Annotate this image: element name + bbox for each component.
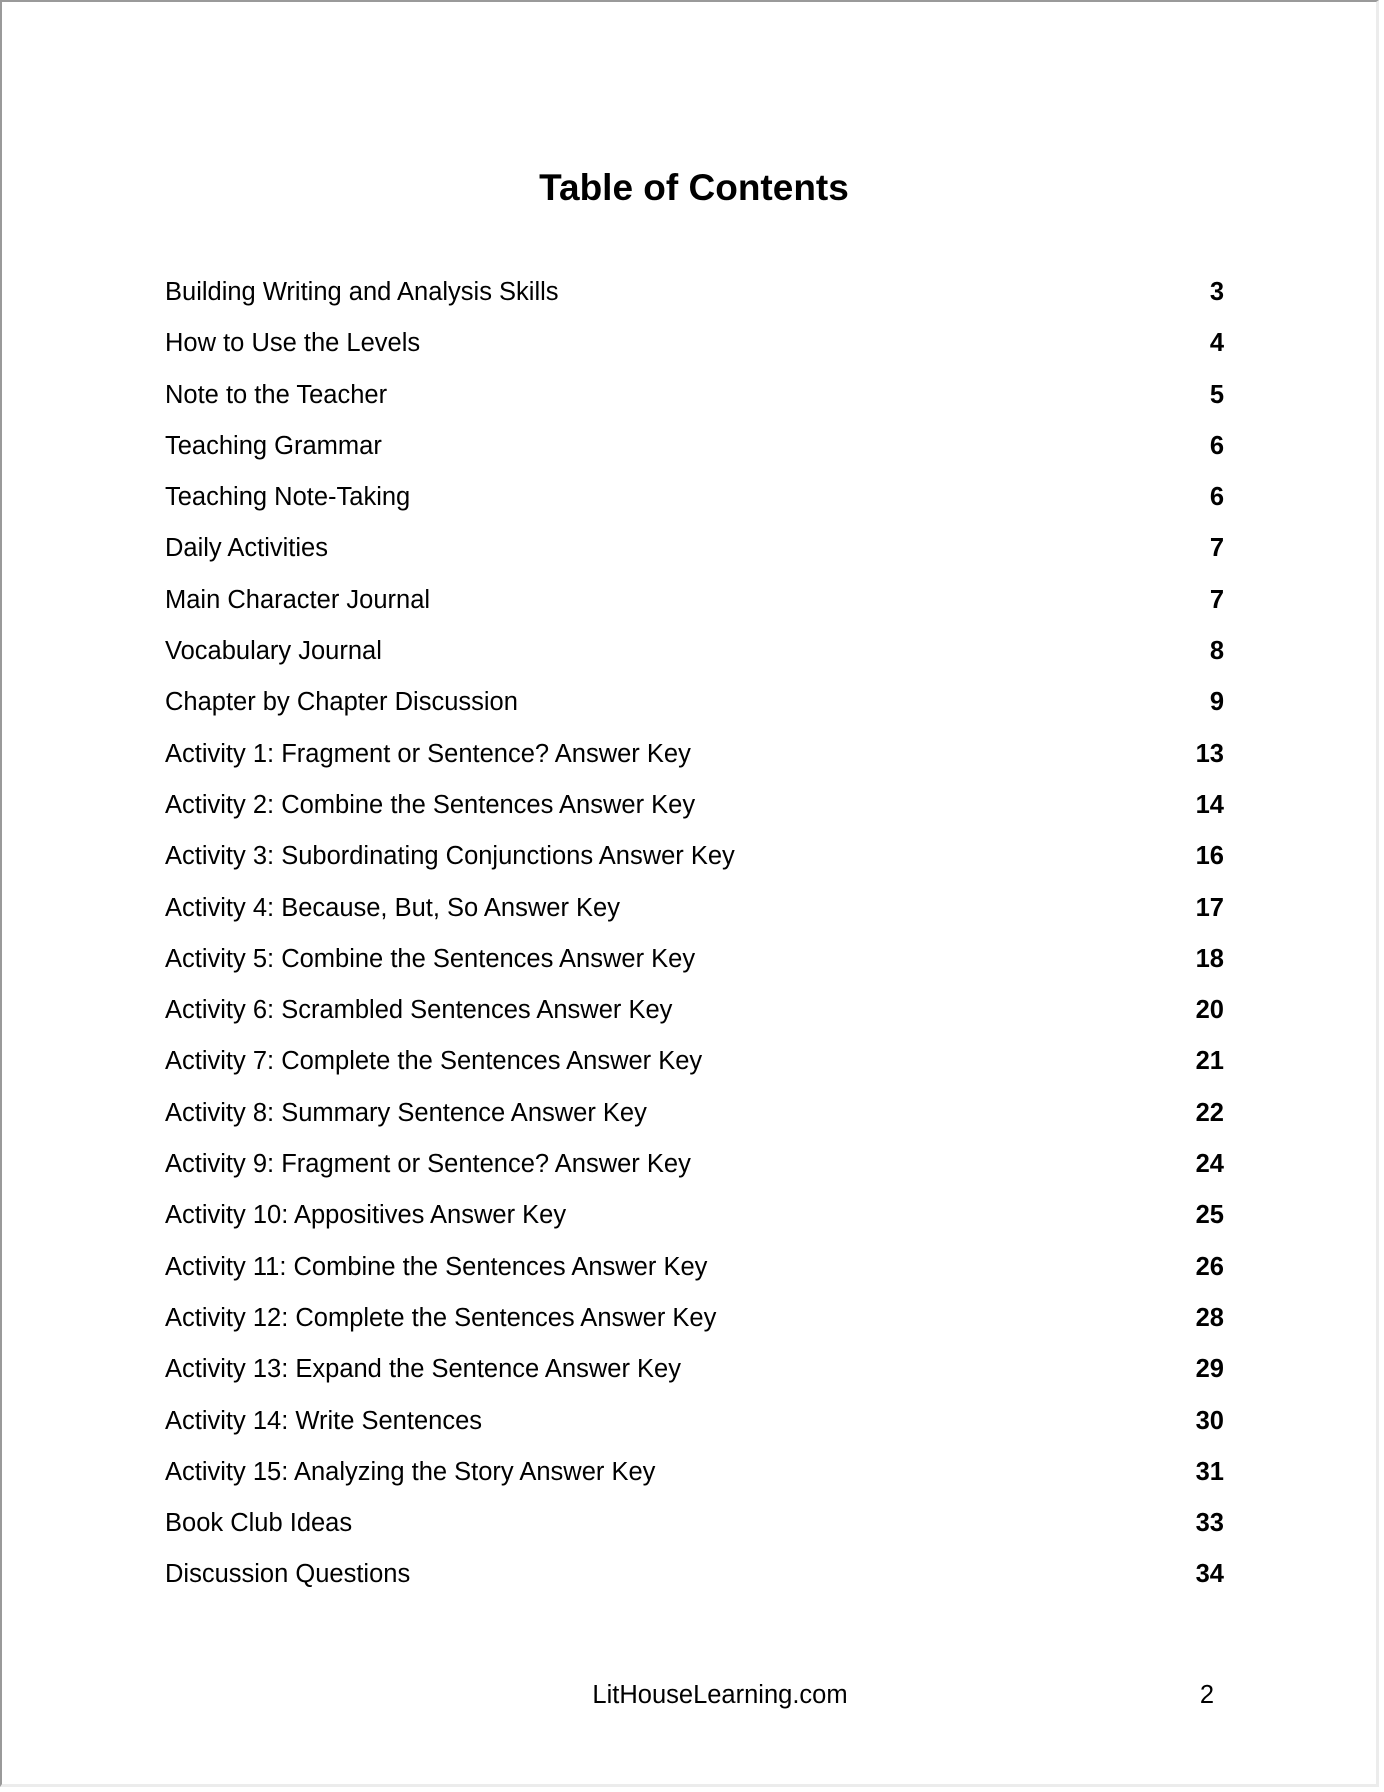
toc-entry [165, 1556, 1224, 1607]
toc-entry-page-number: 6 [1209, 431, 1224, 460]
toc-entry-page-number: 34 [1195, 1560, 1224, 1589]
toc-entry [165, 684, 1224, 735]
toc-entry-page-number: 7 [1209, 534, 1224, 563]
toc-entry [165, 1095, 1224, 1146]
toc-entry-label: Chapter by Chapter Discussion [165, 688, 518, 717]
toc-entry-page-number: 7 [1209, 585, 1224, 614]
toc-entry [165, 890, 1224, 941]
toc-entry-label: Daily Activities [165, 534, 328, 563]
toc-entry-label: Activity 3: Subordinating Conjunctions Answer Key [165, 842, 735, 871]
toc-entry-page-number: 28 [1195, 1303, 1224, 1332]
toc-entry-label: Activity 1: Fragment or Sentence? Answer Key [165, 739, 691, 768]
toc-entry-label: Activity 15: Analyzing the Story Answer Key [165, 1457, 656, 1486]
toc-entry [165, 1146, 1224, 1197]
toc-entry-page-number: 13 [1195, 739, 1224, 768]
toc-entry-label: Teaching Grammar [165, 431, 382, 460]
toc-entry-page-number: 21 [1195, 1047, 1224, 1076]
toc-entry-page-number: 17 [1195, 893, 1224, 922]
toc-entry-label: Discussion Questions [165, 1560, 411, 1589]
toc-entry-label: Main Character Journal [165, 585, 431, 614]
toc-entry [165, 633, 1224, 684]
toc-entry-label: Activity 10: Appositives Answer Key [165, 1201, 567, 1230]
toc-entry-label: Activity 5: Combine the Sentences Answer Key [165, 944, 696, 973]
toc-entry-page-number: 24 [1195, 1150, 1224, 1179]
toc-entry-page-number: 22 [1195, 1098, 1224, 1127]
toc-entry-label: Activity 2: Combine the Sentences Answer Key [165, 790, 696, 819]
toc-entry-label: Activity 14: Write Sentences [165, 1406, 482, 1435]
toc-entry [165, 1197, 1224, 1248]
toc-entry-page-number: 31 [1195, 1457, 1224, 1486]
table-of-contents [165, 274, 1224, 1608]
toc-entry-label: Building Writing and Analysis Skills [165, 278, 559, 306]
toc-entry-label: Activity 9: Fragment or Sentence? Answer Key [165, 1150, 691, 1179]
toc-entry [165, 736, 1224, 787]
toc-entry-page-number: 16 [1195, 842, 1224, 871]
toc-entry [165, 1351, 1224, 1402]
toc-entry-label: Activity 11: Combine the Sentences Answer Key [165, 1252, 708, 1281]
toc-entry-label: Activity 13: Expand the Sentence Answer Key [165, 1355, 681, 1384]
toc-entry [165, 1300, 1224, 1351]
toc-entry-page-number: 30 [1195, 1406, 1224, 1435]
toc-entry [165, 941, 1224, 992]
toc-entry-page-number: 6 [1209, 483, 1224, 512]
toc-entry [165, 428, 1224, 479]
toc-entry [165, 1454, 1224, 1505]
toc-entry [165, 787, 1224, 838]
toc-entry [165, 1249, 1224, 1300]
toc-entry-label: Note to the Teacher [165, 380, 388, 409]
toc-entry [165, 582, 1224, 633]
toc-entry [165, 325, 1224, 376]
toc-entry-page-number: 33 [1195, 1509, 1224, 1538]
footer-website: LitHouseLearning.com [592, 1681, 848, 1709]
toc-entry-page-number: 18 [1195, 944, 1224, 973]
toc-entry [165, 838, 1224, 889]
toc-entry-label: Activity 4: Because, But, So Answer Key [165, 893, 620, 922]
toc-entry-page-number: 26 [1195, 1252, 1224, 1281]
toc-entry-label: Activity 6: Scrambled Sentences Answer Key [165, 996, 673, 1025]
page-title: Table of Contents [539, 167, 849, 208]
toc-entry [165, 530, 1224, 581]
toc-entry-label: Vocabulary Journal [165, 637, 382, 666]
toc-entry-page-number: 25 [1195, 1201, 1224, 1230]
toc-entry-page-number: 8 [1209, 637, 1224, 666]
toc-entry [165, 992, 1224, 1043]
toc-entry-label: Book Club Ideas [165, 1509, 353, 1538]
toc-entry [165, 1403, 1224, 1454]
toc-entry-page-number: 9 [1209, 688, 1224, 717]
toc-entry-label: Activity 12: Complete the Sentences Answer Key [165, 1303, 717, 1332]
toc-entry-label: Teaching Note-Taking [165, 483, 411, 512]
toc-entry-label: Activity 7: Complete the Sentences Answer Key [165, 1047, 703, 1076]
toc-entry [165, 479, 1224, 530]
toc-entry-page-number: 20 [1195, 996, 1224, 1025]
toc-entry-label: Activity 8: Summary Sentence Answer Key [165, 1098, 647, 1127]
toc-entry [165, 1505, 1224, 1556]
toc-entry-page-number: 4 [1209, 329, 1224, 358]
toc-entry-page-number: 5 [1209, 380, 1224, 409]
toc-entry [165, 1043, 1224, 1094]
toc-entry [165, 377, 1224, 428]
footer-page-number: 2 [1199, 1681, 1214, 1709]
toc-entry-label: How to Use the Levels [165, 329, 421, 358]
toc-entry-page-number: 3 [1209, 278, 1224, 306]
toc-entry-page-number: 29 [1195, 1355, 1224, 1384]
toc-entry [165, 274, 1224, 325]
toc-entry-page-number: 14 [1195, 790, 1224, 819]
